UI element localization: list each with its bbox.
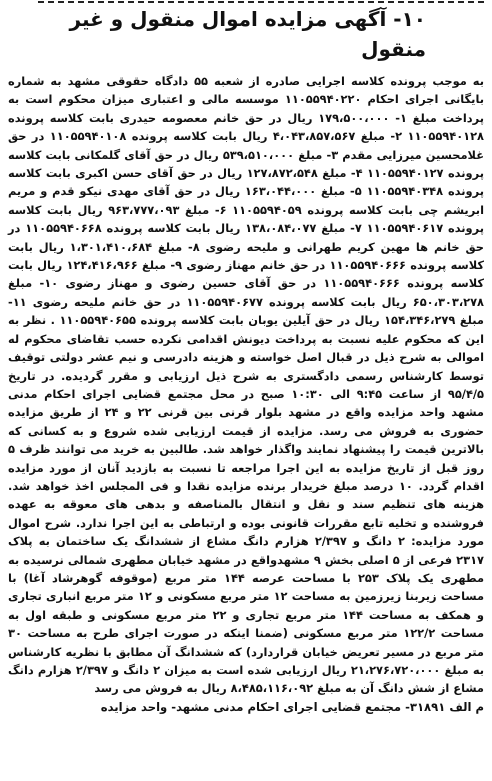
- notice-body: به موجب پرونده کلاسه اجرایی صادره از شعبه ۵۵ دادگاه حقوقی مشهد به شماره بایگانی اجرای احکام ۱۱۰۵۵۹۴۰۲۲۰ موسسه مالی و اعتباری میزان محکوم است به پرداخت مبلغ ۱- ۱۷۹،۵۰۰،۰۰۰ ریال در حق خانم معصومه حیدری بابت کلاسه پرونده ۱۱۰۵۵۹۴۰۱۲۸ ۲- مبلغ ۴،۰۴۳،۸۵۷،۵۶۷ ریال بابت کلاسه پرونده ۱۱۰۵۵۹۴۰۱۰۸ در حق غلامحسین میرزایی مقدم ۳- مبلغ ۵۳۹،۵۱۰،۰۰۰ ریال در حق آقای گلمکانی بابت کلاسه پرونده ۱۱۰۵۵۹۴۰۱۲۷ ۴- مبلغ ۱۲۷،۸۷۲،۵۴۸ ریال در حق آقای حسن اکبری بابت کلاسه پرونده ۱۱۰۵۵۹۴۰۳۴۸ ۵- مبلغ ۱۶۳،۰۴۴،۰۰۰ ریال در حق آقای مهدی نیکو قدم و مریم ابریشم چی بابت کلاسه پرونده ۱۱۰۵۵۹۴۰۵۹ ۶- مبلغ ۹۶۳،۷۷۷،۰۹۳ ریال بابت کلاسه پرونده ۱۱۰۵۵۹۴۰۶۱۷ ۷- مبلغ ۱۳۸،۰۸۴،۰۷۷ ریال بابت کلاسه پرونده ۱۱۰۵۵۹۴۰۶۶۸ در حق خانم ها مهین کریم طهرانی و ملیحه رضوی ۸- مبلغ ۱،۳۰۱،۴۱۰،۶۸۴ ریال بابت کلاسه پرونده ۱۱۰۵۵۹۴۰۶۶۶ در حق خانم مهناز رضوی ۹- مبلغ ۱۲۴،۴۱۶،۹۶۶ ریال بابت کلاسه پرونده ۱۱۰۵۵۹۴۰۶۶۶ در حق آقای حسین رضوی و مهناز رضوی ۱۰- مبلغ ۶۵۰،۳۰۳،۲۷۸ ریال بابت کلاسه پرونده ۱۱۰۵۵۹۴۰۶۷۷ در حق خانم ملیحه رضوی ۱۱- مبلغ ۱۵۴،۳۴۶،۲۷۹ ریال در حق آیلین یوبان بابت کلاسه پرونده ۱۱۰۵۵۹۴۰۶۵۵ . نظر به این که محکوم علیه نسبت به پرداخت دیونش اقدامی نکرده حسب تقاضای محکوم له اموالی به شرح ذیل در قبال اصل خواسته و هزینه دادرسی و نیم عشر دولتی توقیف توسط کارشناس رسمی دادگستری به شرح ذیل ارزیابی و مقرر گردیده. در تاریخ ۹۵/۴/۵ از ساعت ۹:۴۵ الی ۱۰:۳۰ صبح در محل مجتمع قضایی اجرای احکام مدنی مشهد واحد مزایده واقع در مشهد بلوار قرنی بین قرنی ۲۲ و ۲۴ از طریق مزایده حضوری به فروش می رسد. مزایده از قیمت ارزیابی شده شروع و به کسانی که بالاترین قیمت را پیشنهاد نمایند واگذار خواهد شد. طالبین به خرید می توانند ظرف ۵ روز قبل از تاریخ مزایده به این اجرا مراجعه تا نسبت به بازدید آنان از مورد مزایده اقدام گردد. ۱۰ درصد مبلغ خریدار برنده مزایده نقدا و فی المجلس اخذ خواهد شد. هزینه های تنظیم سند و نقل و انتقال بالمناصفه و بدهی های معوقه به عهده فروشنده و تخلیه تابع مقررات قانونی بوده و ارتباطی به این اجرا ندارد. شرح اموال مورد مزایده: ۲ دانگ و ۲/۳۹۷ هزارم دانگ مشاع از ششدانگ یک ساختمان به پلاک ۲۳۱۷ فرعی از ۵ اصلی بخش ۹ مشهدواقع در مشهد خیابان مطهری شمالی نرسیده به مطهری یک پلاک ۲۵۳ با مساحت عرصه ۱۴۴ متر مربع (موقوفه گوهرشاد آغا) با مساحت زیربنا زیرزمین به مساحت ۱۲ متر مربع مسکونی و ۱۲ متر مربع انباری تجاری و همکف به مساحت ۱۴۴ متر مربع تجاری و ۲۲ متر مربع مسکونی و طبقه اول به مساحت ۱۲۲/۲ متر مربع مسکونی (ضمنا اینکه در صورت اجرای طرح به مساحت ۳۰ متر مربع در مسیر تعریض خیابان قراردارد) که ششدانگ آن مطابق با نظریه کارشناس به مبلغ ۲۱،۲۷۶،۷۲۰،۰۰۰ ریال ارزیابی شده است به میزان ۲ دانگ و ۲/۳۹۷ هزارم دانگ مشاع از شش دانگ آن به مبلغ ۸،۴۸۵،۱۱۶،۰۹۲ ریال به فروش می رسد: [8, 74, 485, 696]
- auction-notice: [8, 4, 484, 716]
- notice-title: ۱۰- آگهی مزایده اموال منقول و غیر منقول: [69, 7, 426, 61]
- notice-footer: م الف ۳۱۸۹۱- مجتمع قضایی اجرای احکام مدنی مشهد- واحد مزایده: [100, 699, 484, 714]
- top-divider: [38, 1, 484, 3]
